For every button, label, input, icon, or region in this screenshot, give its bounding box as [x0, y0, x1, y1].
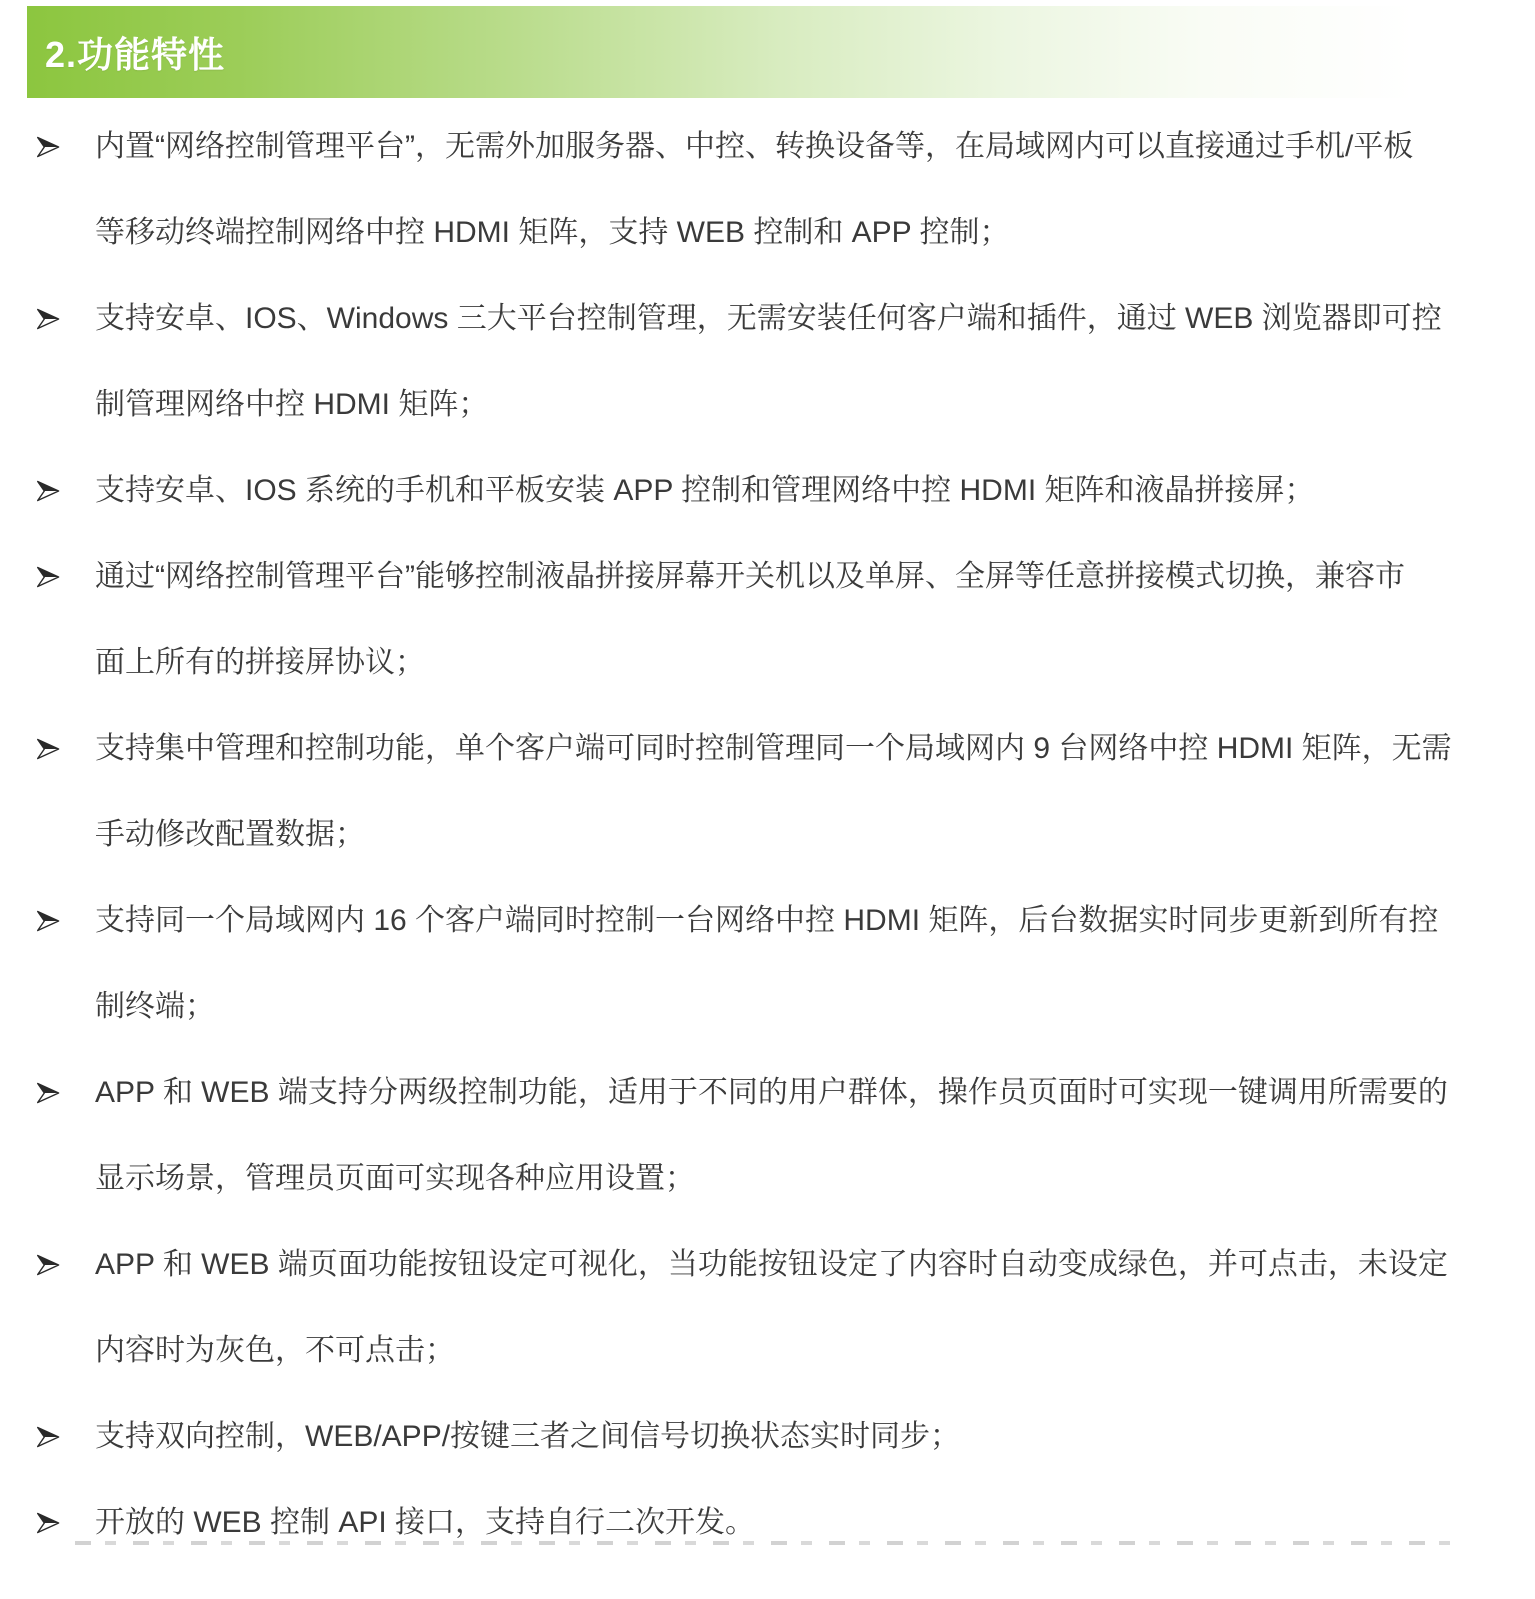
feature-item — [35, 1394, 1495, 1480]
arrowhead-bullet-icon — [35, 534, 95, 620]
arrowhead-bullet-icon — [35, 276, 95, 362]
feature-line: 内容时为灰色，不可点击； — [95, 1334, 455, 1367]
feature-line: 支持安卓、IOS、Windows 三大平台控制管理，无需安装任何客户端和插件，通过 WEB 浏览器即可控 — [95, 302, 1442, 335]
section-header — [27, 6, 1535, 98]
feature-line: 支持安卓、IOS 系统的手机和平板安装 APP 控制和管理网络中控 HDMI 矩阵和液晶拼接屏； — [95, 474, 1315, 507]
feature-line: APP 和 WEB 端页面功能按钮设定可视化，当功能按钮设定了内容时自动变成绿色，并可点击，未设定 — [95, 1248, 1448, 1281]
feature-item — [35, 104, 1495, 276]
feature-line: 通过“网络控制管理平台”能够控制液晶拼接屏幕开关机以及单屏、全屏等任意拼接模式切换，兼容市 — [95, 560, 1405, 593]
feature-line: 面上所有的拼接屏协议； — [95, 646, 425, 679]
feature-item — [35, 1222, 1495, 1394]
feature-item — [35, 878, 1495, 1050]
feature-line: 开放的 WEB 控制 API 接口，支持自行二次开发。 — [95, 1506, 756, 1539]
feature-item — [35, 706, 1495, 878]
feature-item — [35, 276, 1495, 448]
feature-item — [35, 448, 1495, 534]
feature-line: 支持同一个局域网内 16 个客户端同时控制一台网络中控 HDMI 矩阵，后台数据实时同步更新到所有控 — [95, 904, 1439, 937]
feature-line: 等移动终端控制网络中控 HDMI 矩阵，支持 WEB 控制和 APP 控制； — [95, 216, 1010, 249]
arrowhead-bullet-icon — [35, 448, 95, 534]
feature-line: 制管理网络中控 HDMI 矩阵； — [95, 388, 489, 421]
arrowhead-bullet-icon — [35, 1480, 95, 1566]
feature-item — [35, 1050, 1495, 1222]
feature-line: APP 和 WEB 端支持分两级控制功能，适用于不同的用户群体，操作员页面时可实现一键调用所需要的 — [95, 1076, 1448, 1109]
arrowhead-bullet-icon — [35, 104, 95, 190]
feature-item — [35, 1480, 1495, 1566]
feature-line: 支持集中管理和控制功能，单个客户端可同时控制管理同一个局域网内 9 台网络中控 HDMI 矩阵，无需 — [95, 732, 1452, 765]
feature-line: 显示场景，管理员页面可实现各种应用设置； — [95, 1162, 695, 1195]
feature-line: 手动修改配置数据； — [95, 818, 365, 851]
arrowhead-bullet-icon — [35, 706, 95, 792]
cropped-next-line-strip — [75, 1541, 1450, 1545]
section-title: 2.功能特性 — [45, 33, 226, 75]
feature-item — [35, 534, 1495, 706]
arrowhead-bullet-icon — [35, 878, 95, 964]
feature-list — [35, 104, 1495, 1566]
feature-line: 内置“网络控制管理平台”，无需外加服务器、中控、转换设备等，在局域网内可以直接通过手机/平板 — [95, 130, 1414, 163]
feature-line: 制终端； — [95, 990, 215, 1023]
arrowhead-bullet-icon — [35, 1050, 95, 1136]
arrowhead-bullet-icon — [35, 1394, 95, 1480]
feature-line: 支持双向控制，WEB/APP/按键三者之间信号切换状态实时同步； — [95, 1420, 961, 1453]
arrowhead-bullet-icon — [35, 1222, 95, 1308]
